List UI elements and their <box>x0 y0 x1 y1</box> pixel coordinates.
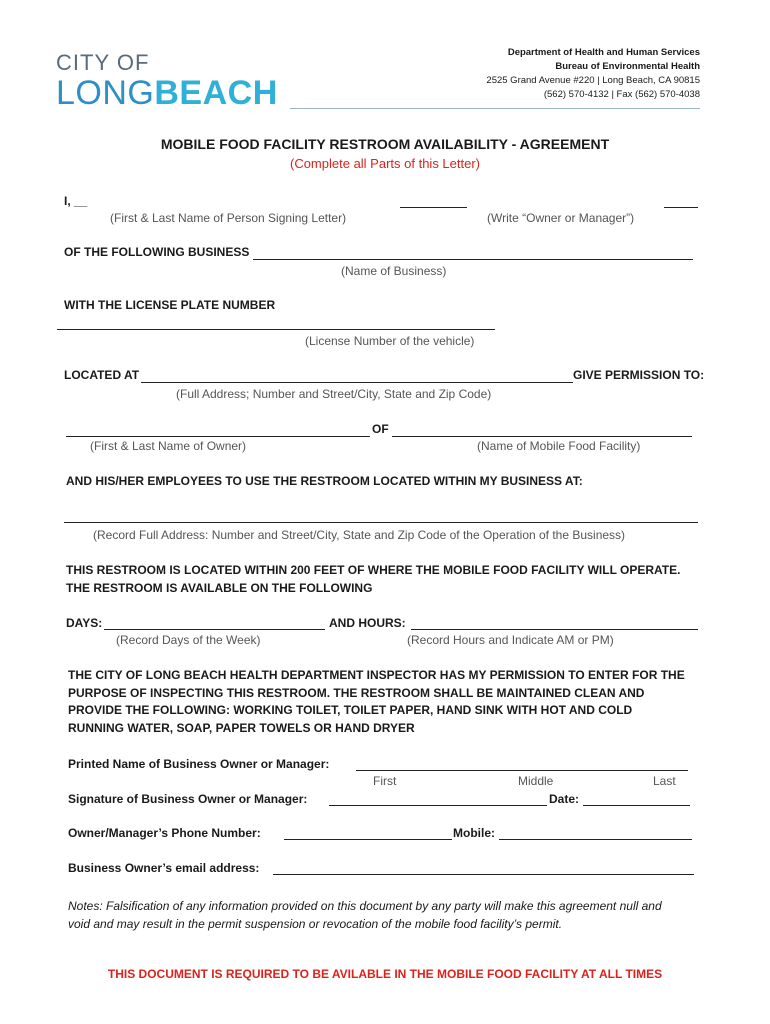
mobile-facility-field[interactable] <box>392 422 692 437</box>
signature-field[interactable] <box>329 791 547 806</box>
mobile-field[interactable] <box>499 825 692 840</box>
located-at-hint: (Full Address; Number and Street/City, State and Zip Code) <box>176 387 492 401</box>
page-subtitle: (Complete all Parts of this Letter) <box>289 156 481 171</box>
email-label: Business Owner’s email address: <box>68 861 260 875</box>
hours-label: AND HOURS: <box>329 616 406 630</box>
inspection-line-2: PURPOSE OF INSPECTING THIS RESTROOM. THE RESTROOM SHALL BE MAINTAINED CLEAN AND <box>68 685 645 700</box>
notes-line-1: Notes: Falsification of any information provided on this document by any party will make this agreement null and <box>68 899 662 913</box>
license-plate-field[interactable] <box>57 315 495 330</box>
give-permission-label: GIVE PERMISSION TO: <box>573 368 705 382</box>
city-logo <box>56 50 278 110</box>
signer-name-hint: (First & Last Name of Person Signing Letter) <box>110 211 347 225</box>
phone-field[interactable] <box>284 825 452 840</box>
owner-name-field[interactable] <box>66 422 370 437</box>
printed-first-hint: First <box>373 774 397 788</box>
bureau-name: Bureau of Environmental Health <box>555 61 700 72</box>
distance-line-1: THIS RESTROOM IS LOCATED WITHIN 200 FEET OF WHERE THE MOBILE FOOD FACILITY WILL OPERATE. <box>66 563 681 577</box>
logo-city-of: CITY OF <box>56 50 150 75</box>
mobile-label: Mobile: <box>453 826 495 840</box>
signer-name-field[interactable] <box>400 193 467 208</box>
notes-line-2: void and may result in the permit suspension or revocation of the mobile food facility’s permit. <box>68 917 563 931</box>
hours-hint: (Record Hours and Indicate AM or PM) <box>407 633 614 647</box>
owner-manager-hint: (Write “Owner or Manager”) <box>487 211 635 225</box>
restroom-distance-text <box>66 562 680 597</box>
license-label: WITH THE LICENSE PLATE NUMBER <box>64 298 276 312</box>
date-label: Date: <box>549 792 580 806</box>
notes-text <box>68 897 662 933</box>
days-field[interactable] <box>104 615 325 630</box>
date-field[interactable] <box>583 791 690 806</box>
mobile-facility-hint: (Name of Mobile Food Facility) <box>477 439 641 453</box>
dept-address: 2525 Grand Avenue #220 | Long Beach, CA 90815 <box>486 75 700 86</box>
printed-name-field[interactable] <box>356 756 688 771</box>
department-header <box>486 46 700 102</box>
business-label: OF THE FOLLOWING BUSINESS <box>64 245 250 259</box>
header-divider <box>290 108 700 109</box>
business-name-field[interactable] <box>253 245 693 260</box>
page-title: MOBILE FOOD FACILITY RESTROOM AVAILABILITY - AGREEMENT <box>160 136 610 152</box>
employees-label: AND HIS/HER EMPLOYEES TO USE THE RESTROOM LOCATED WITHIN MY BUSINESS AT: <box>66 474 583 488</box>
hours-field[interactable] <box>411 615 698 630</box>
signature-label: Signature of Business Owner or Manager: <box>68 792 308 806</box>
logo-wordmark <box>56 76 278 110</box>
business-name-hint: (Name of Business) <box>341 264 447 278</box>
restroom-address-hint: (Record Full Address: Number and Street/City, State and Zip Code of the Operation of the Business) <box>93 528 626 542</box>
printed-name-label: Printed Name of Business Owner or Manager: <box>68 757 330 771</box>
logo-long: LONG <box>56 74 155 112</box>
distance-line-2: THE RESTROOM IS AVAILABLE ON THE FOLLOWING <box>66 580 373 595</box>
located-at-label: LOCATED AT <box>64 368 140 382</box>
signer-prefix: I, __ <box>64 194 88 208</box>
footer-warning: THIS DOCUMENT IS REQUIRED TO BE AVILABLE IN THE MOBILE FOOD FACILITY AT ALL TIMES <box>107 967 663 981</box>
inspection-line-3: PROVIDE THE FOLLOWING: WORKING TOILET, TOILET PAPER, HAND SINK WITH HOT AND COLD <box>68 703 633 717</box>
days-hint: (Record Days of the Week) <box>116 633 261 647</box>
dept-name: Department of Health and Human Services <box>507 47 700 58</box>
email-field[interactable] <box>273 860 694 875</box>
located-at-field[interactable] <box>141 368 573 383</box>
dept-phone: (562) 570-4132 | Fax (562) 570-4038 <box>543 89 700 100</box>
inspection-line-1: THE CITY OF LONG BEACH HEALTH DEPARTMENT INSPECTOR HAS MY PERMISSION TO ENTER FOR THE <box>68 668 685 682</box>
days-label: DAYS: <box>66 616 103 630</box>
restroom-address-field[interactable] <box>64 508 698 523</box>
inspection-permission-text <box>68 667 685 737</box>
inspection-line-4: RUNNING WATER, SOAP, PAPER TOWELS OR HAND DRYER <box>68 720 415 735</box>
license-plate-hint: (License Number of the vehicle) <box>305 334 475 348</box>
logo-beach: BEACH <box>154 74 278 112</box>
owner-or-manager-field[interactable] <box>664 193 698 208</box>
phone-label: Owner/Manager’s Phone Number: <box>68 826 261 840</box>
printed-middle-hint: Middle <box>518 774 554 788</box>
printed-last-hint: Last <box>653 774 676 788</box>
owner-name-hint: (First & Last Name of Owner) <box>90 439 247 453</box>
of-label: OF <box>372 422 389 436</box>
